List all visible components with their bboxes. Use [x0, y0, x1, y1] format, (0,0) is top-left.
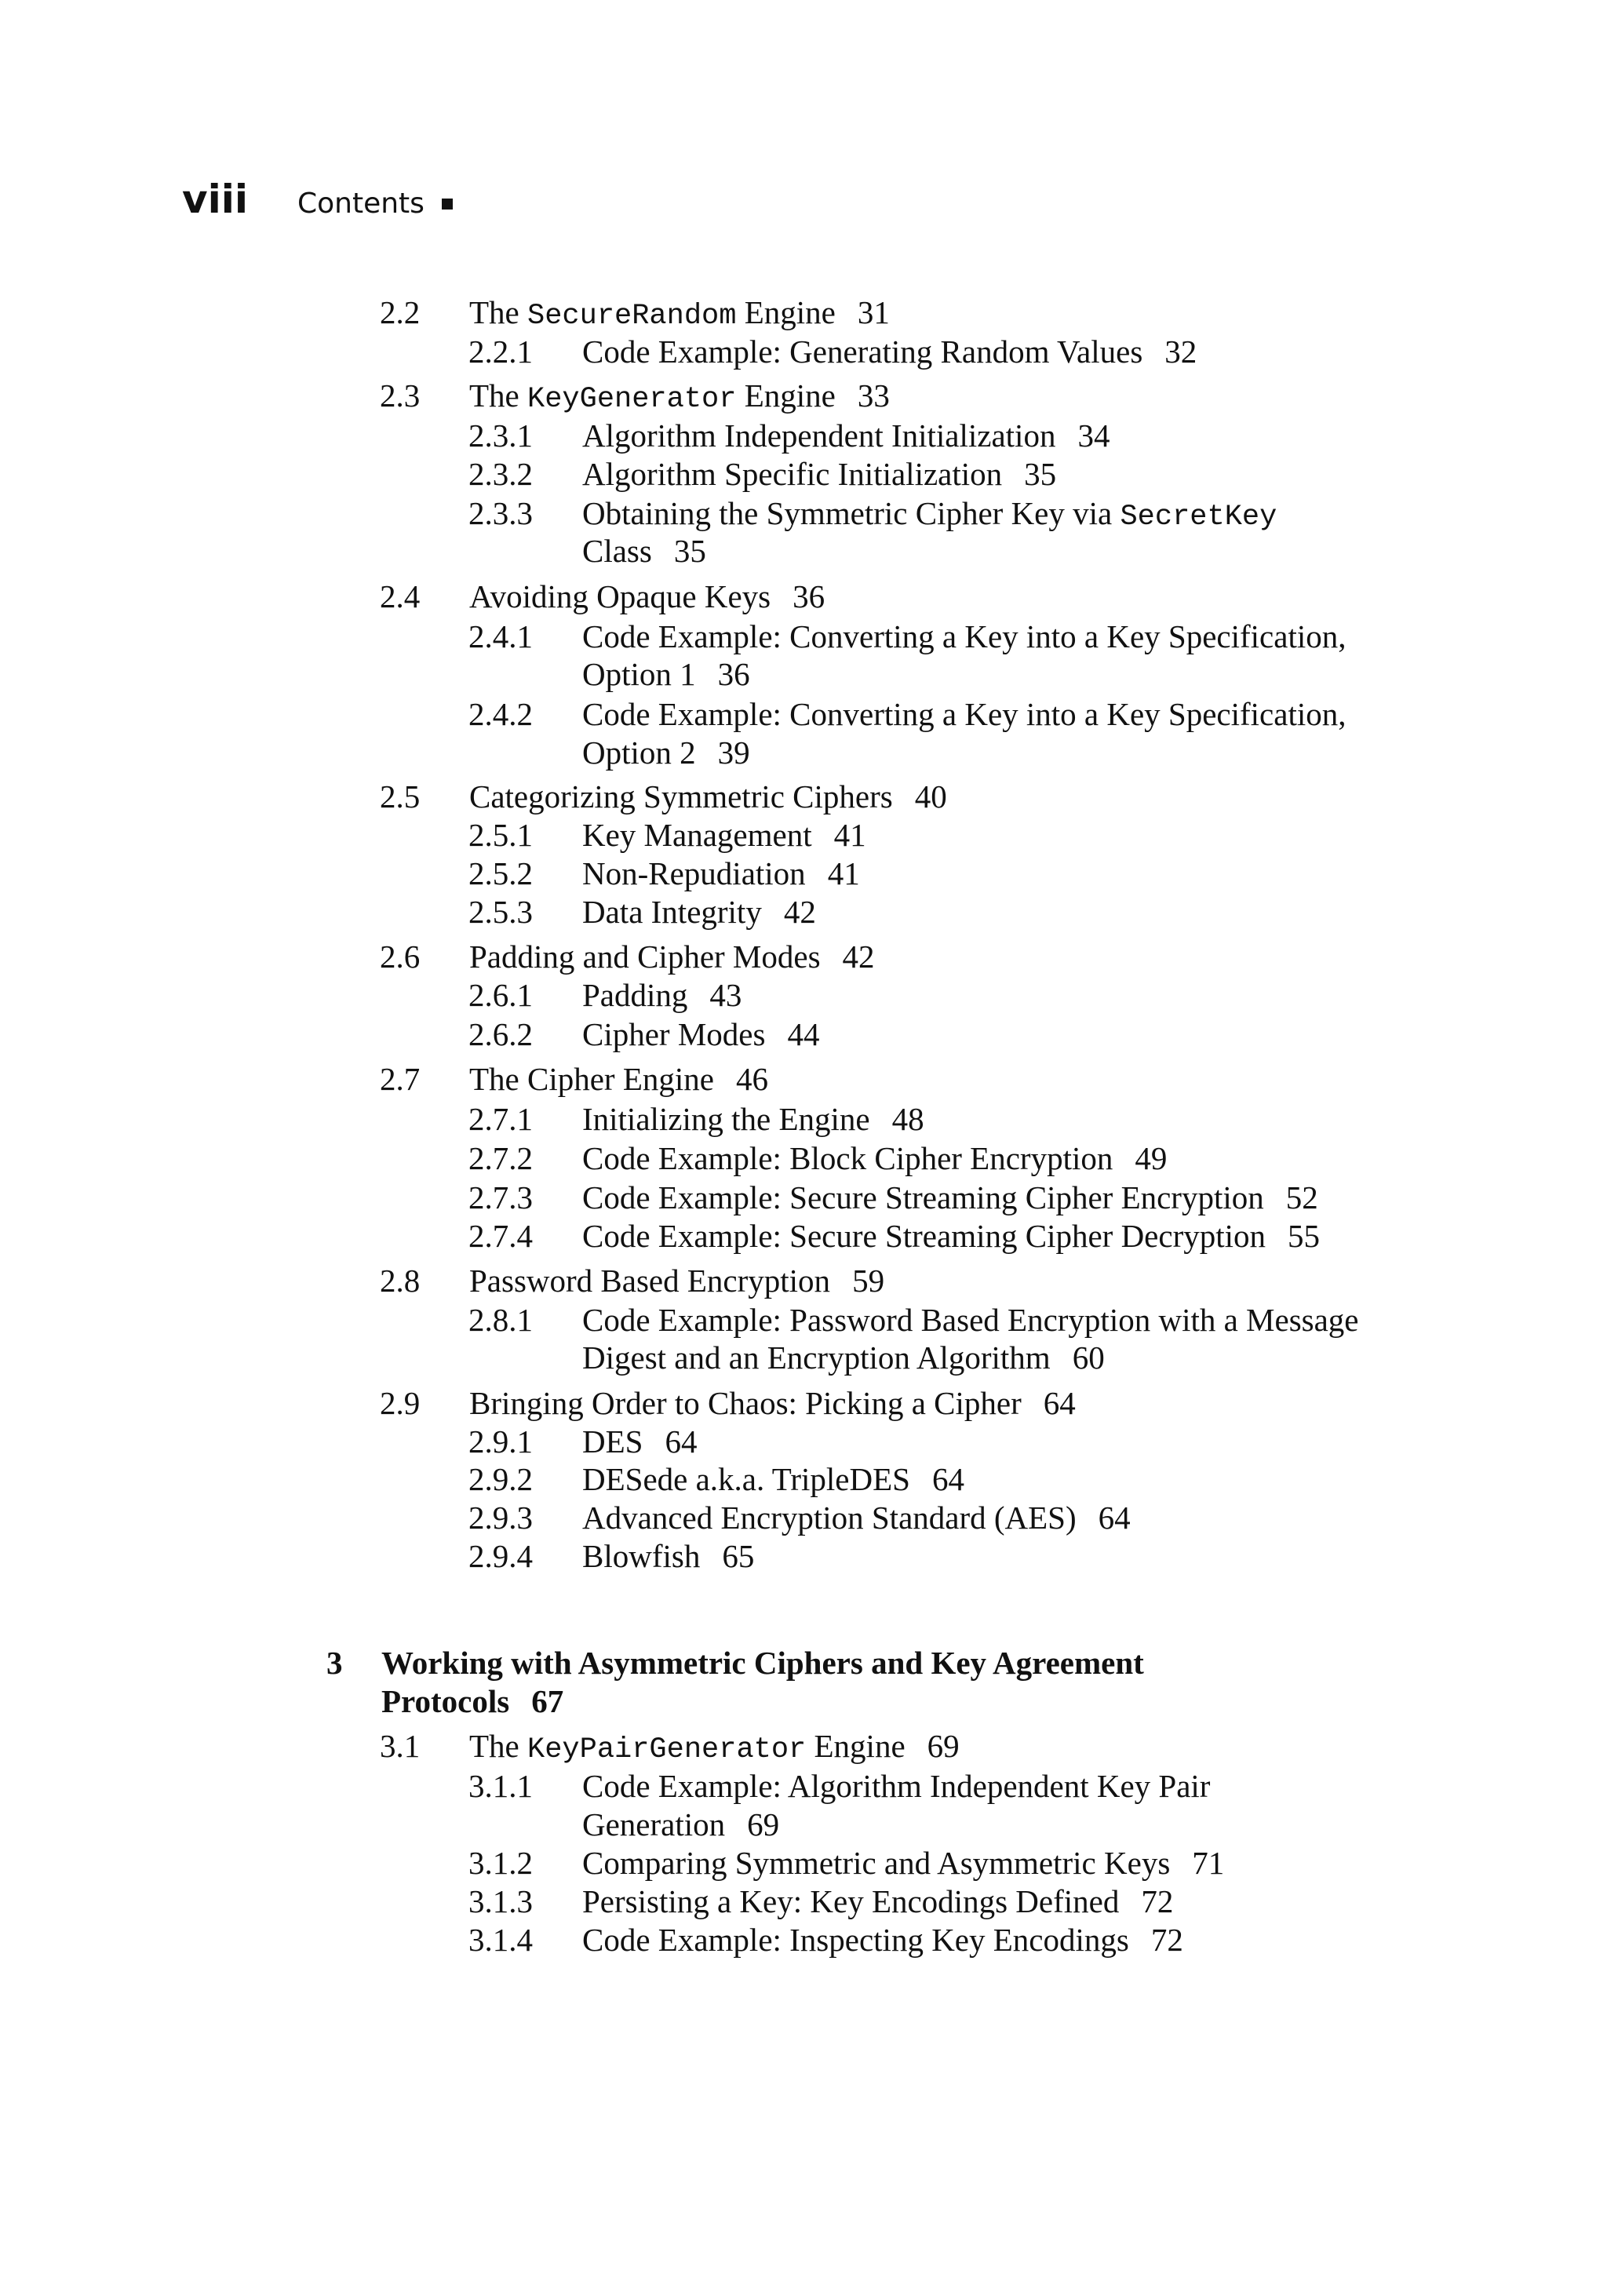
title-text: Key Management [582, 817, 812, 853]
section-number: 2.5.1 [468, 817, 533, 853]
title-text: Code Example: Secure Streaming Cipher Decryption [582, 1218, 1266, 1254]
section-number: 2.6.2 [468, 1016, 533, 1052]
section-title-continued [582, 1339, 1105, 1376]
section-title [582, 417, 1110, 454]
section-title [582, 1100, 924, 1138]
section-title-continued [582, 1806, 779, 1843]
page-ref: 64 [1098, 1500, 1131, 1536]
page-ref: 33 [857, 377, 890, 414]
section-title [582, 976, 742, 1014]
title-text: Protocols [381, 1683, 510, 1719]
section-number: 2.3.2 [468, 456, 533, 492]
title-text: Avoiding Opaque Keys [469, 578, 771, 614]
section-number: 2.7.2 [468, 1140, 533, 1176]
section-number: 2.5 [380, 778, 421, 815]
section-title [582, 1015, 819, 1053]
section-number: 2.7.4 [468, 1218, 533, 1254]
section-title [582, 494, 1277, 536]
title-text: Password Based Encryption [469, 1263, 831, 1299]
section-title [582, 1460, 964, 1498]
section-title [582, 455, 1056, 493]
section-number: 2.8.1 [468, 1302, 533, 1338]
title-text: The [469, 1728, 527, 1764]
section-title [582, 333, 1197, 370]
title-text: Digest and an Encryption Algorithm [582, 1339, 1051, 1376]
title-text: Code Example: Generating Random Values [582, 333, 1143, 370]
page-ref: 31 [857, 294, 890, 330]
section-title [582, 1499, 1131, 1536]
title-text: Comparing Symmetric and Asymmetric Keys [582, 1845, 1171, 1881]
section-number: 2.7.3 [468, 1179, 533, 1215]
section-title [469, 578, 825, 615]
code-term: SecretKey [1120, 501, 1277, 534]
page-ref: 41 [833, 817, 866, 853]
section-number: 2.6.1 [468, 977, 533, 1013]
title-text: Engine [736, 377, 836, 414]
section-title [582, 816, 866, 854]
title-text: Option 2 [582, 734, 696, 771]
section-title [469, 938, 875, 975]
title-text: Code Example: Inspecting Key Encodings [582, 1922, 1129, 1958]
title-text: Advanced Encryption Standard (AES) [582, 1500, 1077, 1536]
title-text: Code Example: Secure Streaming Cipher Encryption [582, 1179, 1264, 1215]
title-text: Non-Repudiation [582, 855, 806, 891]
section-title [469, 778, 947, 815]
section-number: 2.4.1 [468, 618, 533, 654]
section-number: 2.2 [380, 294, 421, 330]
title-text: Algorithm Independent Initialization [582, 417, 1056, 454]
page-ref: 71 [1192, 1845, 1225, 1881]
section-title-continued [582, 532, 706, 570]
section-title [582, 1423, 697, 1460]
section-title [582, 1882, 1173, 1920]
title-text: Blowfish [582, 1538, 701, 1574]
chapter-number: 3 [326, 1645, 343, 1681]
page-ref: 41 [827, 855, 860, 891]
square-bullet-icon [442, 199, 453, 210]
page-ref: 69 [927, 1728, 960, 1764]
page-ref: 32 [1164, 333, 1197, 370]
section-title-continued [582, 734, 750, 771]
title-text: Engine [806, 1728, 906, 1764]
page-ref: 72 [1150, 1922, 1183, 1958]
page-number: viii [182, 177, 249, 222]
page-ref: 46 [735, 1061, 768, 1097]
title-text: Padding [582, 977, 688, 1013]
section-title [469, 1060, 768, 1098]
code-term: KeyPairGenerator [527, 1733, 807, 1766]
title-text: The Cipher Engine [469, 1061, 714, 1097]
page-ref: 49 [1135, 1140, 1168, 1176]
section-title [582, 855, 860, 892]
page-ref: 42 [842, 938, 875, 975]
page-ref: 69 [747, 1806, 780, 1842]
section-number: 2.4 [380, 578, 421, 614]
section-title [582, 695, 1346, 733]
section-number: 2.2.1 [468, 333, 533, 370]
section-number: 2.7.1 [468, 1101, 533, 1137]
page-ref: 60 [1072, 1339, 1105, 1376]
section-title [582, 1217, 1320, 1255]
page-ref: 64 [931, 1461, 964, 1497]
title-text: Algorithm Specific Initialization [582, 456, 1003, 492]
title-text: Option 1 [582, 656, 696, 692]
page-ref: 67 [531, 1683, 564, 1719]
section-number: 2.4.2 [468, 696, 533, 732]
title-text: Code Example: Block Cipher Encryption [582, 1140, 1113, 1176]
page-ref: 39 [717, 734, 750, 771]
section-number: 2.5.2 [468, 855, 533, 891]
page-ref: 72 [1141, 1883, 1174, 1919]
page-ref: 36 [793, 578, 825, 614]
title-text: Class [582, 533, 652, 569]
section-title [582, 1921, 1183, 1959]
title-text: Generation [582, 1806, 726, 1842]
title-text: Code Example: Converting a Key into a Key Specification, [582, 696, 1346, 732]
section-number: 2.9.3 [468, 1500, 533, 1536]
section-title [469, 377, 890, 418]
page-ref: 42 [783, 894, 816, 930]
section-title [582, 618, 1346, 655]
page-ref: 59 [852, 1263, 885, 1299]
page-ref: 55 [1288, 1218, 1321, 1254]
title-text: DESede a.k.a. TripleDES [582, 1461, 910, 1497]
section-number: 2.3 [380, 377, 421, 414]
page-ref: 64 [665, 1423, 698, 1460]
section-number: 2.7 [380, 1061, 421, 1097]
page-ref: 52 [1285, 1179, 1318, 1215]
title-text: Cipher Modes [582, 1016, 766, 1052]
section-number: 2.5.3 [468, 894, 533, 930]
code-term: SecureRandom [527, 300, 737, 333]
section-number: 3.1.4 [468, 1922, 533, 1958]
chapter-title: Working with Asymmetric Ciphers and Key Agreement [381, 1645, 1144, 1681]
page-ref: 44 [787, 1016, 820, 1052]
title-text: Code Example: Password Based Encryption with a Message [582, 1302, 1359, 1338]
title-text: DES [582, 1423, 643, 1460]
page-header [0, 177, 1607, 232]
section-title [582, 1844, 1224, 1882]
section-number: 2.3.1 [468, 417, 533, 454]
page-ref: 35 [673, 533, 706, 569]
section-number: 2.6 [380, 938, 421, 975]
page-ref: 43 [709, 977, 742, 1013]
section-number: 3.1.1 [468, 1768, 533, 1804]
section-title [582, 1139, 1167, 1177]
page-ref: 40 [914, 778, 947, 815]
section-number: 3.1 [380, 1728, 421, 1764]
section-title [582, 1767, 1210, 1805]
title-text: The [469, 377, 527, 414]
title-text: Persisting a Key: Key Encodings Defined [582, 1883, 1120, 1919]
page-ref: 35 [1024, 456, 1057, 492]
section-number: 3.1.3 [468, 1883, 533, 1919]
chapter-title-continued [381, 1682, 563, 1720]
section-number: 2.9 [380, 1385, 421, 1421]
title-text: Engine [736, 294, 836, 330]
section-number: 2.3.3 [468, 495, 533, 531]
page-ref: 48 [891, 1101, 924, 1137]
page-ref: 34 [1077, 417, 1110, 454]
page-ref: 65 [722, 1538, 755, 1574]
section-title [582, 893, 816, 931]
section-title [469, 1262, 884, 1299]
title-text: Code Example: Algorithm Independent Key Pair [582, 1768, 1211, 1804]
page-ref: 36 [717, 656, 750, 692]
section-number: 2.9.1 [468, 1423, 533, 1460]
title-text: Data Integrity [582, 894, 762, 930]
running-head [297, 187, 453, 221]
title-text: The [469, 294, 527, 330]
page-ref: 64 [1043, 1385, 1076, 1421]
title-text: Obtaining the Symmetric Cipher Key via [582, 495, 1121, 531]
title-text: Initializing the Engine [582, 1101, 870, 1137]
section-title [469, 293, 890, 335]
section-number: 2.9.4 [468, 1538, 533, 1574]
title-text: Code Example: Converting a Key into a Key Specification, [582, 618, 1346, 654]
section-title [582, 1537, 754, 1575]
section-title-continued [582, 655, 750, 693]
title-text: Bringing Order to Chaos: Picking a Cipher [469, 1385, 1022, 1421]
section-title [582, 1301, 1359, 1339]
section-number: 2.8 [380, 1263, 421, 1299]
title-text: Padding and Cipher Modes [469, 938, 821, 975]
title-text: Categorizing Symmetric Ciphers [469, 778, 893, 815]
section-title [469, 1384, 1076, 1422]
section-title [469, 1727, 960, 1769]
section-number: 2.9.2 [468, 1461, 533, 1497]
running-head-text: Contents [297, 188, 425, 220]
section-number: 3.1.2 [468, 1845, 533, 1881]
code-term: KeyGenerator [527, 383, 737, 416]
section-title [582, 1179, 1318, 1216]
